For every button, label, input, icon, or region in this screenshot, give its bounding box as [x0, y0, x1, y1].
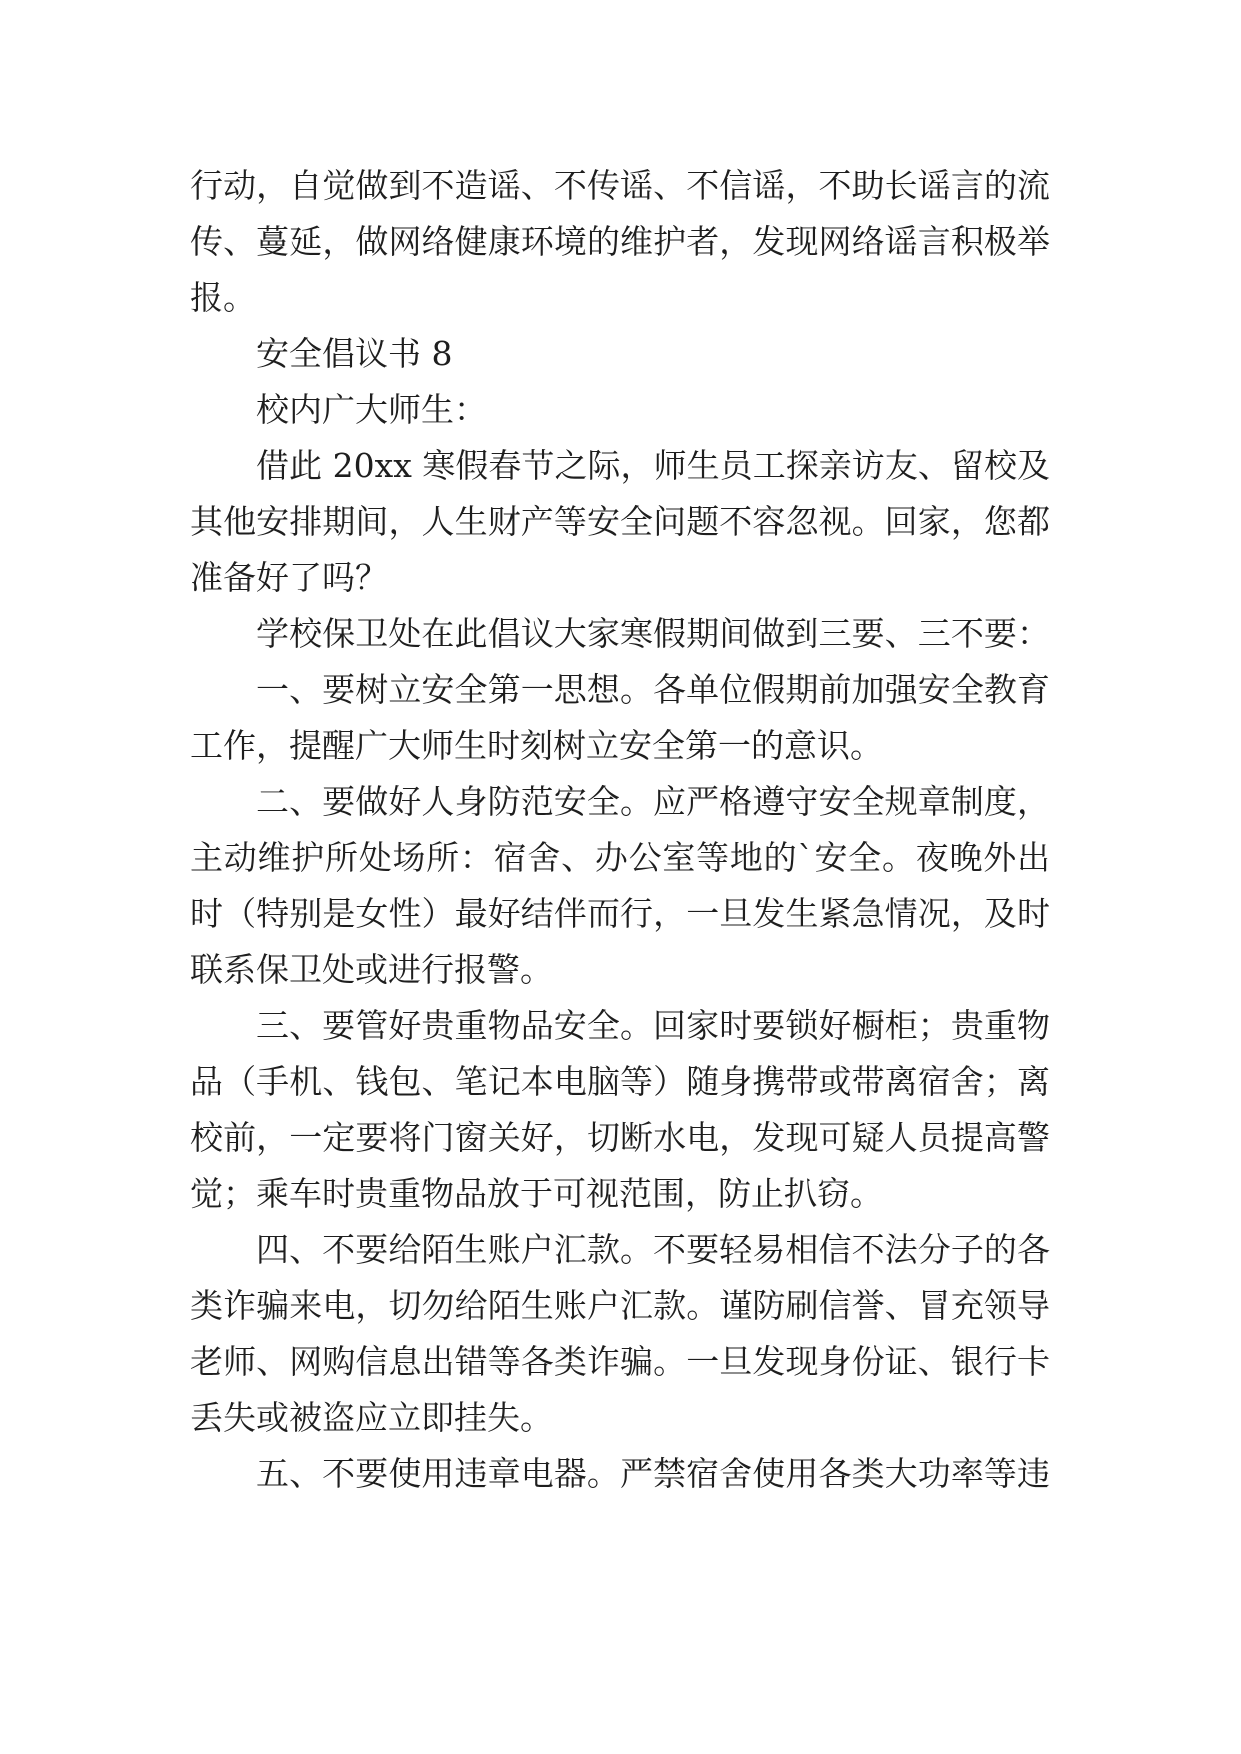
text-line: 一、要树立安全第一思想。各单位假期前加强安全教育 [256, 670, 1050, 709]
text-line: 类诈骗来电，切勿给陌生账户汇款。谨防刷信誉、冒充领导 [190, 1286, 1050, 1325]
section-heading: 安全倡议书 8 [256, 334, 453, 373]
text-line: 工作，提醒广大师生时刻树立安全第一的意识。 [190, 726, 883, 765]
text-line: 学校保卫处在此倡议大家寒假期间做到三要、三不要： [256, 614, 1050, 653]
text-line: 校前，一定要将门窗关好，切断水电，发现可疑人员提高警 [190, 1118, 1050, 1157]
text-line: 四、不要给陌生账户汇款。不要轻易相信不法分子的各 [256, 1230, 1050, 1269]
text-line: 五、不要使用违章电器。严禁宿舍使用各类大功率等违 [256, 1454, 1050, 1493]
text-line: 其他安排期间，人生财产等安全问题不容忽视。回家，您都 [190, 502, 1050, 541]
text-line: 老师、网购信息出错等各类诈骗。一旦发现身份证、银行卡 [190, 1342, 1050, 1381]
text-line: 丢失或被盗应立即挂失。 [190, 1398, 553, 1437]
text-line: 联系保卫处或进行报警。 [190, 950, 553, 989]
text-line: 觉；乘车时贵重物品放于可视范围，防止扒窃。 [190, 1174, 883, 1213]
text-line: 行动，自觉做到不造谣、不传谣、不信谣，不助长谣言的流 [190, 166, 1050, 205]
text-line: 报。 [190, 278, 256, 317]
salutation: 校内广大师生： [256, 390, 487, 429]
text-line: 时（特别是女性）最好结伴而行，一旦发生紧急情况，及时 [190, 894, 1050, 933]
text-line: 借此 20xx 寒假春节之际，师生员工探亲访友、留校及 [256, 446, 1050, 485]
text-line: 品（手机、钱包、笔记本电脑等）随身携带或带离宿舍；离 [190, 1062, 1050, 1101]
text-line: 准备好了吗？ [190, 558, 388, 597]
text-line: 主动维护所处场所：宿舍、办公室等地的`安全。夜晚外出 [190, 838, 1050, 877]
text-line: 传、蔓延，做网络健康环境的维护者，发现网络谣言积极举 [190, 222, 1050, 261]
text-line: 二、要做好人身防范安全。应严格遵守安全规章制度， [256, 782, 1050, 821]
text-line: 三、要管好贵重物品安全。回家时要锁好橱柜；贵重物 [256, 1006, 1050, 1045]
